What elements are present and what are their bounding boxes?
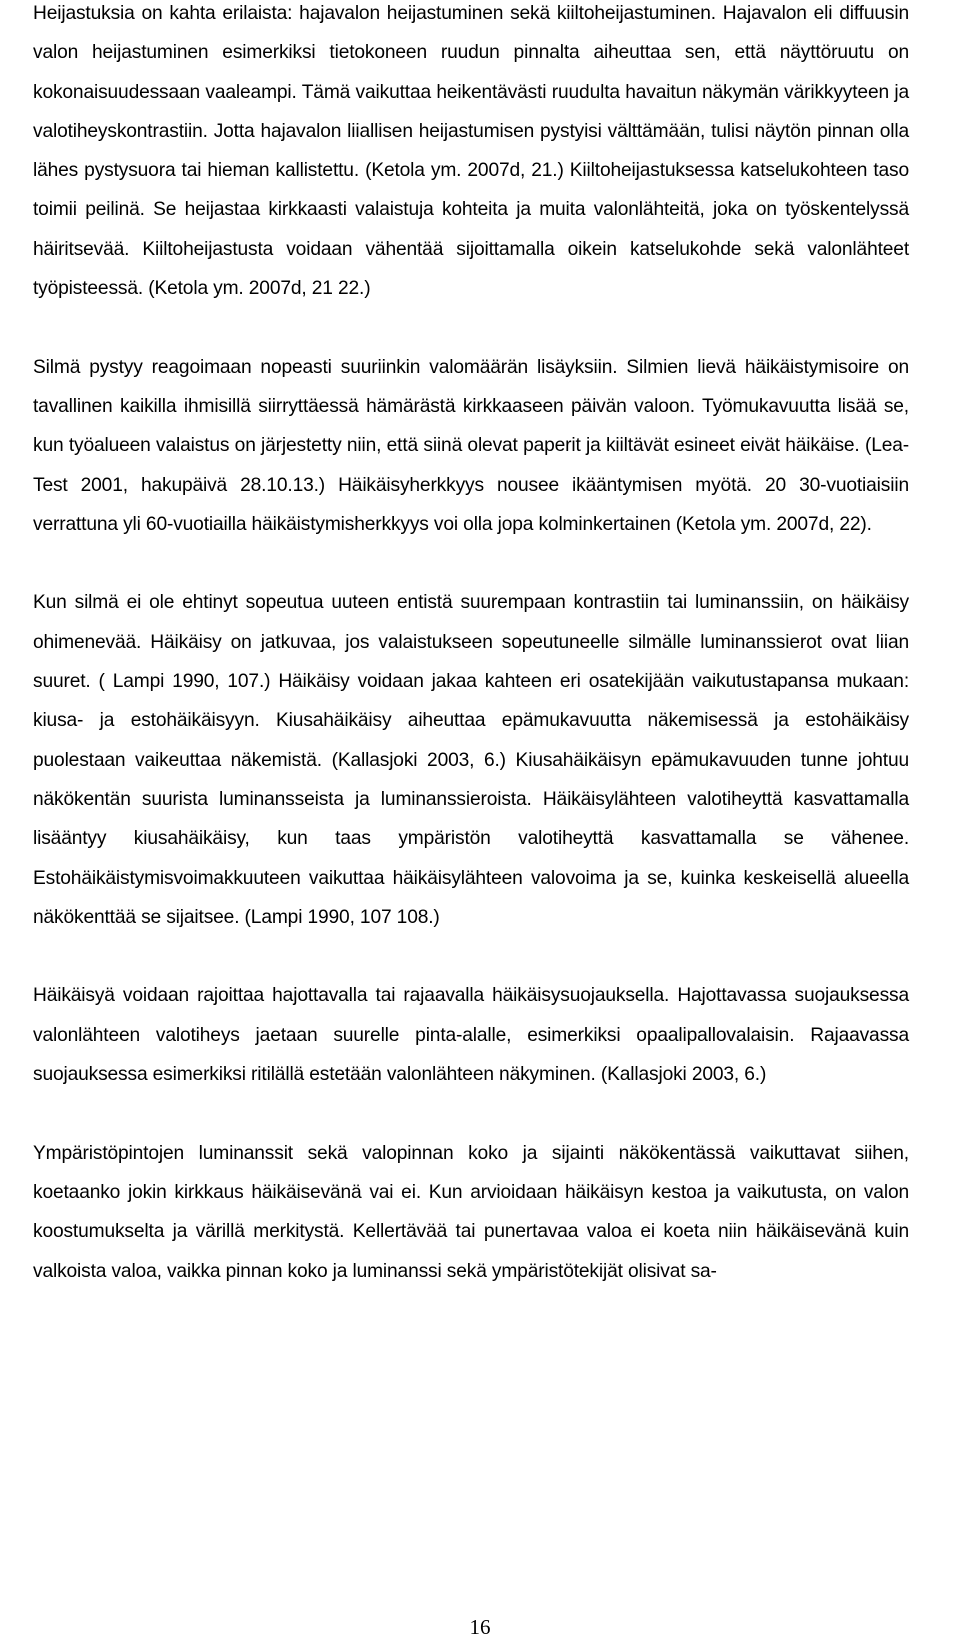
page-number: 16: [469, 1615, 491, 1639]
paragraph-glare-shielding: Häikäisyä voidaan rajoittaa hajottavalla tai rajaavalla häikäisysuojauksella. Hajottavassa suojauksessa valonlähteen valotiheys jaetaan suurelle pinta-alalle, esimerkiksi opaalipallovalaisin. Rajaavassa suojauksessa esimerkiksi ritilällä estetään valonlähteen näkyminen. (Kallasjoki 2003, 6.): [33, 985, 909, 1086]
paragraph-surface-luminance: Ympäristöpintojen luminanssit sekä valopinnan koko ja sijainti näkökentässä vaikuttavat siihen, koetaanko jokin kirkkaus häikäisevänä vai ei. Kun arvioidaan häikäisyn kestoa ja vaikutusta, on valon koostumukselta ja värillä merkitystä. Kellertävää tai punertavaa valoa ei koeta niin häikäisevänä kuin valkoista valoa, vaikka pinnan koko ja luminanssi sekä ympäristötekijät olisivat sa-: [33, 1142, 909, 1282]
paragraph-glare-adaptation: Silmä pystyy reagoimaan nopeasti suuriinkin valomäärän lisäyksiin. Silmien lievä häikäistymisoire on tavallinen kaikilla ihmisillä siirryttäessä hämärästä kirkkaaseen päivän valoon. Työmukavuutta lisää se, kun työalueen valaistus on järjestetty niin, että siinä olevat paperit ja kiiltävät esineet eivät häikäise. (Lea-Test 2001, hakupäivä 28.10.13.) Häikäisyherkkyys nousee ikääntymisen myötä. 20 30-vuotiaisiin verrattuna yli 60-vuotiailla häikäistymisherkkyys voi olla jopa kolminkertainen (Ketola ym. 2007d, 22).: [33, 356, 909, 535]
body-text: [33, 0, 909, 1291]
paragraph-glare-types: Kun silmä ei ole ehtinyt sopeutua uuteen entistä suurempaan kontrastiin tai luminanssiin, on häikäisy ohimenevää. Häikäisy on jatkuvaa, jos valaistukseen sopeutuneelle silmälle luminanssierot ovat liian suuret. ( Lampi 1990, 107.) Häikäisy voidaan jakaa kahteen eri osatekijään vaikutustapansa mukaan: kiusa- ja estohäikäisyyn. Kiusahäikäisy aiheuttaa epämukavuutta näkemisessä ja estohäikäisy puolestaan vaikeuttaa näkemistä. (Kallasjoki 2003, 6.) Kiusahäikäisyn epämukavuuden tunne johtuu näkökentän suurista luminansseista ja luminanssieroista. Häikäisylähteen valotiheyttä kasvattamalla lisääntyy kiusahäikäisy, kun taas ympäristön valotiheyttä kasvattamalla se vähenee. Estohäikäistymisvoimakkuuteen vaikuttaa häikäisylähteen valovoima ja se, kuinka keskeisellä alueella näkökenttää se sijaitsee. (Lampi 1990, 107 108.): [33, 592, 909, 928]
paragraph-reflections: Heijastuksia on kahta erilaista: hajavalon heijastuminen sekä kiiltoheijastuminen. Hajavalon eli diffuusin valon heijastuminen esimerkiksi tietokoneen ruudun pinnalta aiheuttaa sen, että näyttöruutu on kokonaisuudessaan vaaleampi. Tämä vaikuttaa heikentävästi ruudulta havaitun näkymän värikkyyteen ja valotiheyskontrastiin. Jotta hajavalon liiallisen heijastumisen pystyisi välttämään, tulisi näytön pinnan olla lähes pystysuora tai hieman kallistettu. (Ketola ym. 2007d, 21.) Kiiltoheijastuksessa katselukohteen taso toimii peilinä. Se heijastaa kirkkaasti valaistuja kohteita ja muita valonlähteitä, joka on työskentelyssä häiritsevää. Kiiltoheijastusta voidaan vähentää sijoittamalla oikein katselukohde sekä valonlähteet työpisteessä. (Ketola ym. 2007d, 21 22.): [33, 3, 909, 300]
